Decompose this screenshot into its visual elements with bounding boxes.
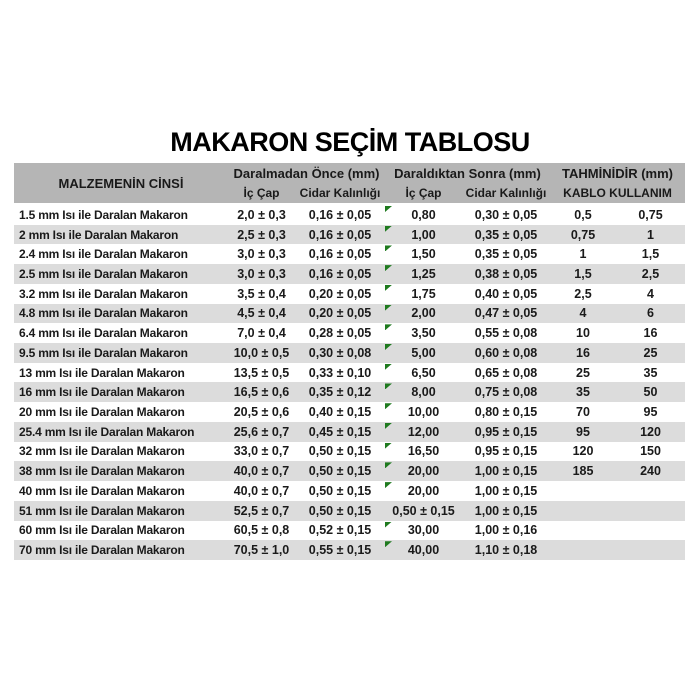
excel-error-indicator-icon xyxy=(385,541,392,547)
header-material: MALZEMENİN CİNSİ xyxy=(58,175,184,191)
cable-usage-min-cell xyxy=(550,481,616,501)
header-group-before: Daralmadan Önce (mm) xyxy=(233,165,380,181)
table-row xyxy=(14,402,685,422)
wall-thickness-before-cell: 0,35 ± 0,12 xyxy=(308,385,372,400)
inner-diameter-after-cell: 1,75 xyxy=(385,284,462,304)
material-cell: 2 mm Isı ile Daralan Makaron xyxy=(19,227,179,242)
excel-error-indicator-icon xyxy=(385,305,392,311)
inner-diameter-before-cell: 25,6 ± 0,7 xyxy=(233,424,290,439)
cable-usage-max-cell: 35 xyxy=(643,365,658,380)
cable-usage-min-cell: 1 xyxy=(579,247,587,262)
cable-usage-max-cell: 1,5 xyxy=(641,247,660,262)
table-row xyxy=(14,442,685,462)
material-cell: 4.8 mm Isı ile Daralan Makaron xyxy=(19,306,188,321)
inner-diameter-after-cell: 5,00 xyxy=(385,343,462,363)
cable-usage-min-cell: 70 xyxy=(576,405,590,420)
inner-diameter-before-cell: 70,5 ± 1,0 xyxy=(233,543,290,558)
wall-thickness-after-cell: 1,00 ± 0,16 xyxy=(474,523,538,538)
wall-thickness-before-cell: 0,16 ± 0,05 xyxy=(308,227,372,242)
wall-thickness-before-cell: 0,16 ± 0,05 xyxy=(308,247,372,262)
inner-diameter-before-cell: 2,0 ± 0,3 xyxy=(237,207,286,222)
table-row xyxy=(14,363,685,383)
wall-thickness-after-cell: 0,95 ± 0,15 xyxy=(474,424,538,439)
cable-usage-max-cell: 4 xyxy=(647,286,654,301)
cable-usage-min-cell: 185 xyxy=(572,464,594,479)
cable-usage-max-cell: 2,5 xyxy=(641,267,660,282)
inner-diameter-after-cell: 16,50 xyxy=(385,442,462,462)
wall-thickness-after-cell: 0,35 ± 0,05 xyxy=(474,227,538,242)
wall-thickness-before-cell: 0,45 ± 0,15 xyxy=(308,424,372,439)
inner-diameter-after-cell: 1,00 xyxy=(385,225,462,245)
cable-usage-min-cell xyxy=(550,501,616,521)
inner-diameter-after-cell: 3,50 xyxy=(385,323,462,343)
header-sub-wall-thickness-before: Cidar Kalınlığı xyxy=(299,186,381,200)
inner-diameter-after-cell: 2,00 xyxy=(385,304,462,324)
inner-diameter-after-cell: 0,80 xyxy=(385,205,462,225)
table-row xyxy=(14,225,685,245)
inner-diameter-before-cell: 13,5 ± 0,5 xyxy=(233,365,290,380)
excel-error-indicator-icon xyxy=(385,403,392,409)
wall-thickness-before-cell: 0,16 ± 0,05 xyxy=(308,267,372,282)
inner-diameter-before-cell: 7,0 ± 0,4 xyxy=(237,326,286,341)
wall-thickness-before-cell: 0,50 ± 0,15 xyxy=(308,444,372,459)
cable-usage-min-cell xyxy=(550,521,616,541)
table-row xyxy=(14,304,685,324)
header-sub-wall-thickness-after: Cidar Kalınlığı xyxy=(465,186,547,200)
cable-usage-min-cell: 10 xyxy=(576,326,590,341)
material-cell: 6.4 mm Isı ile Daralan Makaron xyxy=(19,326,188,341)
wall-thickness-after-cell: 0,60 ± 0,08 xyxy=(474,345,538,360)
inner-diameter-before-cell: 2,5 ± 0,3 xyxy=(237,227,286,242)
table-row xyxy=(14,343,685,363)
cable-usage-max-cell: 1 xyxy=(647,227,654,242)
inner-diameter-before-cell: 20,5 ± 0,6 xyxy=(233,405,290,420)
wall-thickness-before-cell: 0,55 ± 0,15 xyxy=(308,543,372,558)
table-row xyxy=(14,323,685,343)
wall-thickness-after-cell: 1,00 ± 0,15 xyxy=(474,483,538,498)
cable-usage-max-cell: 120 xyxy=(640,424,661,439)
inner-diameter-before-cell: 4,5 ± 0,4 xyxy=(237,306,286,321)
wall-thickness-after-cell: 0,35 ± 0,05 xyxy=(474,247,538,262)
wall-thickness-after-cell: 0,80 ± 0,15 xyxy=(474,405,538,420)
cable-usage-max-cell: 95 xyxy=(643,405,658,420)
table-header xyxy=(14,163,685,203)
wall-thickness-before-cell: 0,40 ± 0,15 xyxy=(308,405,372,420)
header-sub-cable-usage: KABLO KULLANIM xyxy=(563,186,672,200)
wall-thickness-before-cell: 0,52 ± 0,15 xyxy=(308,523,372,538)
wall-thickness-before-cell: 0,28 ± 0,05 xyxy=(308,326,372,341)
excel-error-indicator-icon xyxy=(385,423,392,429)
inner-diameter-after-cell: 20,00 xyxy=(385,481,462,501)
table-row xyxy=(14,501,685,521)
material-cell: 60 mm Isı ile Daralan Makaron xyxy=(19,523,185,538)
material-cell: 32 mm Isı ile Daralan Makaron xyxy=(19,444,185,459)
inner-diameter-after-cell: 12,00 xyxy=(385,422,462,442)
material-cell: 2.4 mm Isı ile Daralan Makaron xyxy=(19,247,188,262)
table-row xyxy=(14,521,685,541)
inner-diameter-after-cell: 20,00 xyxy=(385,461,462,481)
cable-usage-max-cell: 6 xyxy=(647,306,654,321)
wall-thickness-after-cell: 0,30 ± 0,05 xyxy=(474,207,538,222)
inner-diameter-after-cell: 1,25 xyxy=(385,264,462,284)
inner-diameter-before-cell: 3,0 ± 0,3 xyxy=(237,267,286,282)
wall-thickness-before-cell: 0,30 ± 0,08 xyxy=(308,345,372,360)
wall-thickness-after-cell: 1,00 ± 0,15 xyxy=(474,503,538,518)
cable-usage-min-cell: 120 xyxy=(572,444,594,459)
wall-thickness-before-cell: 0,50 ± 0,15 xyxy=(308,464,372,479)
inner-diameter-before-cell: 3,5 ± 0,4 xyxy=(237,286,286,301)
inner-diameter-before-cell: 33,0 ± 0,7 xyxy=(233,444,290,459)
material-cell: 13 mm Isı ile Daralan Makaron xyxy=(19,365,185,380)
excel-error-indicator-icon xyxy=(385,226,392,232)
table-row xyxy=(14,461,685,481)
cable-usage-max-cell: 150 xyxy=(640,444,661,459)
cable-usage-max-cell: 50 xyxy=(643,385,658,400)
excel-error-indicator-icon xyxy=(385,443,392,449)
inner-diameter-before-cell: 10,0 ± 0,5 xyxy=(233,345,290,360)
inner-diameter-after-cell: 1,50 xyxy=(385,244,462,264)
inner-diameter-after-cell: 40,00 xyxy=(385,540,462,560)
wall-thickness-before-cell: 0,20 ± 0,05 xyxy=(308,306,372,321)
table-row xyxy=(14,264,685,284)
wall-thickness-after-cell: 0,65 ± 0,08 xyxy=(474,365,538,380)
material-cell: 20 mm Isı ile Daralan Makaron xyxy=(19,405,185,420)
cable-usage-min-cell: 16 xyxy=(576,345,590,360)
inner-diameter-after-cell: 0,50 ± 0,15 xyxy=(392,503,455,518)
wall-thickness-before-cell: 0,20 ± 0,05 xyxy=(308,286,372,301)
wall-thickness-before-cell: 0,33 ± 0,10 xyxy=(308,365,372,380)
excel-error-indicator-icon xyxy=(385,265,392,271)
material-cell: 16 mm Isı ile Daralan Makaron xyxy=(19,385,185,400)
cable-usage-max-cell xyxy=(616,540,685,560)
material-cell: 51 mm Isı ile Daralan Makaron xyxy=(19,503,185,518)
inner-diameter-before-cell: 16,5 ± 0,6 xyxy=(233,385,290,400)
table-row xyxy=(14,205,685,225)
cable-usage-max-cell: 240 xyxy=(640,464,661,479)
header-sub-inner-diameter-before: İç Çap xyxy=(243,186,280,200)
inner-diameter-before-cell: 60,5 ± 0,8 xyxy=(233,523,290,538)
page-title: MAKARON SEÇİM TABLOSU xyxy=(170,127,530,157)
excel-error-indicator-icon xyxy=(385,383,392,389)
header-group-after: Daraldıktan Sonra (mm) xyxy=(394,165,541,181)
cable-usage-min-cell: 2,5 xyxy=(574,286,592,301)
material-cell: 70 mm Isı ile Daralan Makaron xyxy=(19,543,185,558)
header-sub-inner-diameter-after: İç Çap xyxy=(405,186,442,200)
excel-error-indicator-icon xyxy=(385,324,392,330)
cable-usage-min-cell: 0,75 xyxy=(570,227,596,242)
inner-diameter-after-cell: 30,00 xyxy=(385,521,462,541)
cable-usage-min-cell: 25 xyxy=(576,365,590,380)
table-body xyxy=(14,205,685,560)
makaron-selection-table xyxy=(14,163,685,560)
cable-usage-min-cell xyxy=(550,540,616,560)
cable-usage-min-cell: 0,5 xyxy=(574,207,592,222)
material-cell: 40 mm Isı ile Daralan Makaron xyxy=(19,483,185,498)
header-group-estimate: TAHMİNİDİR (mm) xyxy=(562,165,673,181)
wall-thickness-after-cell: 0,38 ± 0,05 xyxy=(474,267,538,282)
inner-diameter-before-cell: 40,0 ± 0,7 xyxy=(233,464,290,479)
cable-usage-max-cell xyxy=(616,521,685,541)
wall-thickness-after-cell: 1,00 ± 0,15 xyxy=(474,464,538,479)
excel-error-indicator-icon xyxy=(385,522,392,528)
cable-usage-max-cell xyxy=(616,501,685,521)
wall-thickness-after-cell: 0,40 ± 0,05 xyxy=(474,286,538,301)
wall-thickness-after-cell: 0,75 ± 0,08 xyxy=(474,385,538,400)
table-row xyxy=(14,382,685,402)
material-cell: 38 mm Isı ile Daralan Makaron xyxy=(19,464,185,479)
wall-thickness-before-cell: 0,50 ± 0,15 xyxy=(308,483,372,498)
inner-diameter-before-cell: 52,5 ± 0,7 xyxy=(233,503,290,518)
table-row xyxy=(14,284,685,304)
material-cell: 1.5 mm Isı ile Daralan Makaron xyxy=(19,207,188,222)
cable-usage-max-cell: 0,75 xyxy=(638,207,663,222)
excel-error-indicator-icon xyxy=(385,364,392,370)
table-row xyxy=(14,244,685,264)
inner-diameter-before-cell: 40,0 ± 0,7 xyxy=(233,483,290,498)
excel-error-indicator-icon xyxy=(385,462,392,468)
cable-usage-max-cell xyxy=(616,481,685,501)
cable-usage-min-cell: 1,5 xyxy=(574,267,592,282)
table-row xyxy=(14,481,685,501)
wall-thickness-before-cell: 0,50 ± 0,15 xyxy=(308,503,372,518)
wall-thickness-after-cell: 0,55 ± 0,08 xyxy=(474,326,538,341)
inner-diameter-after-cell: 10,00 xyxy=(385,402,462,422)
wall-thickness-after-cell: 0,95 ± 0,15 xyxy=(474,444,538,459)
inner-diameter-after-cell: 8,00 xyxy=(385,382,462,402)
inner-diameter-before-cell: 3,0 ± 0,3 xyxy=(237,247,286,262)
material-cell: 3.2 mm Isı ile Daralan Makaron xyxy=(19,286,188,301)
excel-error-indicator-icon xyxy=(385,245,392,251)
wall-thickness-after-cell: 0,47 ± 0,05 xyxy=(474,306,538,321)
material-cell: 9.5 mm Isı ile Daralan Makaron xyxy=(19,345,188,360)
wall-thickness-before-cell: 0,16 ± 0,05 xyxy=(308,207,372,222)
table-row xyxy=(14,540,685,560)
cable-usage-min-cell: 4 xyxy=(579,306,587,321)
material-cell: 25.4 mm Isı ile Daralan Makaron xyxy=(19,424,195,439)
cable-usage-max-cell: 16 xyxy=(643,326,658,341)
excel-error-indicator-icon xyxy=(385,482,392,488)
wall-thickness-after-cell: 1,10 ± 0,18 xyxy=(474,543,538,558)
excel-error-indicator-icon xyxy=(385,206,392,212)
excel-error-indicator-icon xyxy=(385,285,392,291)
table-row xyxy=(14,422,685,442)
material-cell: 2.5 mm Isı ile Daralan Makaron xyxy=(19,267,188,282)
inner-diameter-after-cell: 6,50 xyxy=(385,363,462,383)
cable-usage-min-cell: 35 xyxy=(576,385,590,400)
excel-error-indicator-icon xyxy=(385,344,392,350)
cable-usage-min-cell: 95 xyxy=(576,424,590,439)
cable-usage-max-cell: 25 xyxy=(643,345,658,360)
